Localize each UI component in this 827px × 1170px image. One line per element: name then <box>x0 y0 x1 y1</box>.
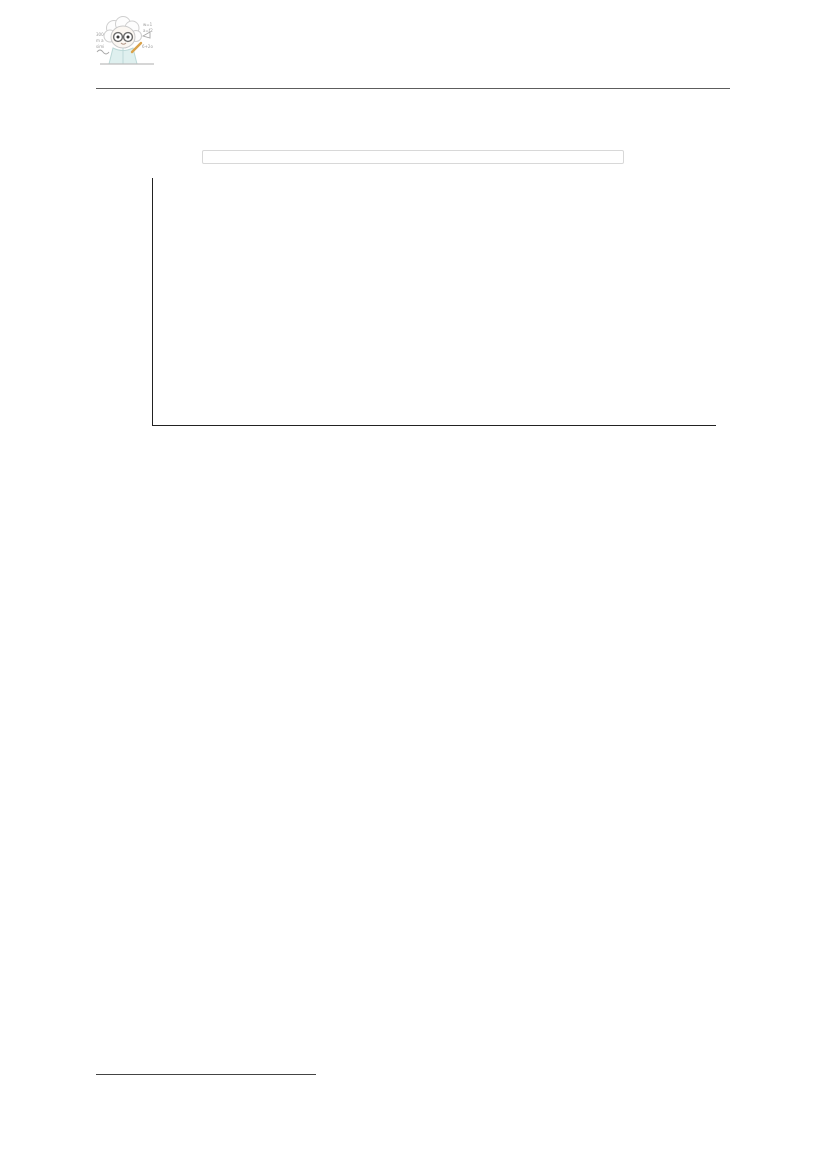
paper-page <box>96 0 730 1170</box>
sheep-professor-logo-icon <box>96 12 158 70</box>
chart-axes <box>152 178 716 426</box>
svg-text:6+2o: 6+2o <box>142 44 153 49</box>
svg-text:w=1: w=1 <box>143 22 153 27</box>
page-header <box>96 0 730 82</box>
svg-text:simi: simi <box>96 44 105 49</box>
svg-text:a=f2: a=f2 <box>143 28 153 33</box>
svg-text:m a: m a <box>96 38 104 43</box>
header-divider <box>96 88 730 89</box>
figure-1 <box>96 150 730 460</box>
chart-plot-area <box>96 170 730 460</box>
svg-text:300: 300 <box>96 32 104 37</box>
chart-bar-groups <box>153 178 716 425</box>
page-title <box>96 82 730 110</box>
footnote-divider <box>96 1074 316 1075</box>
chart-legend <box>202 150 624 164</box>
